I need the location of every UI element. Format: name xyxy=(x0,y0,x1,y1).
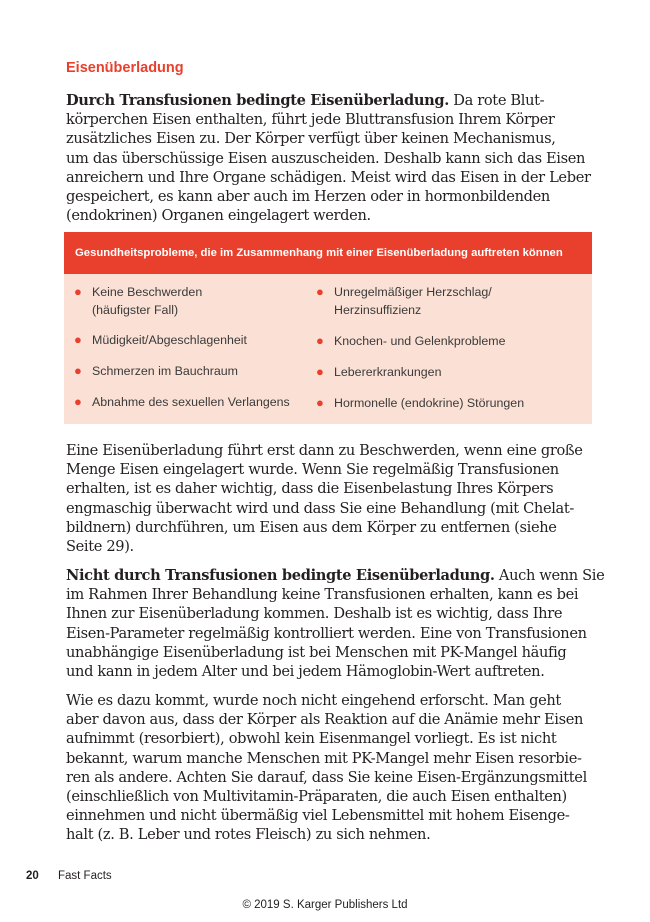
paragraph-line: bildnern) durchführen, um Eisen aus dem Körper zu entfernen (siehe xyxy=(66,518,557,536)
list-item-line: Keine Beschwerden xyxy=(92,285,203,299)
paragraph-non-transfusion-overload xyxy=(66,566,605,681)
list-item-text: Müdigkeit/Abgeschlagenheit xyxy=(92,333,247,347)
list-item-text: Abnahme des sexuellen Verlangens xyxy=(92,395,290,409)
paragraph-line: halt (z. B. Leber und rotes Fleisch) zu sich nehmen. xyxy=(66,826,431,844)
list-item-text xyxy=(334,283,492,320)
paragraph-lead: Durch Transfusionen bedingte Eisenüberladung. xyxy=(66,92,449,109)
paragraph-line: aufnimmt (resorbiert), obwohl kein Eisenmangel vorliegt. Es ist nicht xyxy=(66,730,557,748)
paragraph-line: Wie es dazu kommt, wurde noch nicht eingehend erforscht. Man geht xyxy=(66,692,561,709)
paragraph-line: gespeichert, es kann aber auch im Herzen oder in hormonbildenden xyxy=(66,188,550,206)
paragraph-line: bekannt, warum manche Menschen mit PK-Mangel mehr Eisen resorbie- xyxy=(66,749,582,767)
paragraph-line: im Rahmen Ihrer Behandlung keine Transfusionen erhalten, kann es bei xyxy=(66,586,579,604)
paragraph-line: anreichern und Ihre Organe schädigen. Meist wird das Eisen in der Leber xyxy=(66,168,591,186)
list-item-line: (häufigster Fall) xyxy=(92,303,179,318)
page-number: 20 xyxy=(26,870,39,882)
bullet-icon: ● xyxy=(74,363,82,378)
paragraph-symptoms xyxy=(66,441,594,556)
paragraph-line: um das überschüssige Eisen auszuscheiden. Deshalb kann sich das Eisen xyxy=(66,149,586,167)
paragraph-line: ren als andere. Achten Sie darauf, dass Sie keine Eisen-Ergänzungsmittel xyxy=(66,768,587,786)
paragraph-text: Da rote Blut- xyxy=(448,92,545,109)
list-item-text: Knochen- und Gelenkprobleme xyxy=(334,334,506,348)
paragraph-line: einnehmen und nicht übermäßig viel Lebensmittel mit hohem Eisenge- xyxy=(66,807,570,825)
list-item-text: Hormonelle (endokrine) Störungen xyxy=(334,396,525,410)
paragraph-lead: Nicht durch Transfusionen bedingte Eisenüberladung. xyxy=(66,567,495,584)
paragraph-line: erhalten, ist es daher wichtig, dass die Eisenbelastung Ihres Körpers xyxy=(66,480,554,498)
paragraph-line: Seite 29). xyxy=(66,538,134,556)
bullet-icon: ● xyxy=(316,333,324,348)
paragraph-line: unabhängige Eisenüberladung ist bei Menschen mit PK-Mangel häufig xyxy=(66,643,567,661)
paragraph-line: körperchen Eisen enthalten, führt jede Bluttransfusion Ihrem Körper xyxy=(66,111,555,129)
paragraph-line: engmaschig überwacht wird und dass Sie eine Behandlung (mit Chelat- xyxy=(66,499,574,517)
paragraph-line: zusätzliches Eisen zu. Der Körper verfügt über keinen Mechanismus, xyxy=(66,130,556,148)
bullet-icon: ● xyxy=(316,364,324,379)
bullet-icon: ● xyxy=(74,332,82,347)
paragraph-line: Eine Eisenüberladung führt erst dann zu Beschwerden, wenn eine große xyxy=(66,442,583,459)
paragraph-line: Ihnen zur Eisenüberladung kommen. Deshalb ist es wichtig, dass Ihre xyxy=(66,605,563,623)
paragraph-line: und kann in jedem Alter und bei jedem Hämoglobin-Wert auftreten. xyxy=(66,663,545,681)
list-item-text: Lebererkrankungen xyxy=(334,365,442,379)
bullet-icon: ● xyxy=(74,284,82,299)
paragraph-causes xyxy=(66,691,594,845)
list-item-line: Herzinsuffizienz xyxy=(334,303,422,318)
list-item-line: Unregelmäßiger Herzschlag/ xyxy=(334,285,492,299)
list-item-text xyxy=(92,283,202,320)
paragraph-line xyxy=(66,91,594,110)
health-problems-box xyxy=(64,232,592,424)
section-heading: Eisenüberladung xyxy=(66,60,184,76)
copyright-notice: © 2019 S. Karger Publishers Ltd xyxy=(242,899,408,911)
paragraph-line xyxy=(66,566,605,585)
paragraph-line: Menge Eisen eingelagert wurde. Wenn Sie regelmäßig Transfusionen xyxy=(66,461,559,479)
paragraph-transfusion-overload xyxy=(66,91,594,225)
paragraph-text: Auch wenn Sie xyxy=(494,567,605,584)
bullet-icon: ● xyxy=(316,395,324,410)
book-title: Fast Facts xyxy=(58,870,112,882)
paragraph-line: (einschließlich von Multivitamin-Präparaten, die auch Eisen enthalten) xyxy=(66,788,567,806)
paragraph-line: Eisen-Parameter regelmäßig kontrolliert werden. Eine von Transfusionen xyxy=(66,624,587,642)
box-title: Gesundheitsprobleme, die im Zusammenhang mit einer Eisenüberladung auftreten können xyxy=(64,232,592,274)
bullet-icon: ● xyxy=(74,394,82,409)
paragraph-line: aber davon aus, dass der Körper als Reaktion auf die Anämie mehr Eisen xyxy=(66,711,584,729)
list-item-text: Schmerzen im Bauchraum xyxy=(92,364,238,378)
bullet-icon: ● xyxy=(316,284,324,299)
paragraph-line: (endokrinen) Organen eingelagert werden. xyxy=(66,207,371,225)
